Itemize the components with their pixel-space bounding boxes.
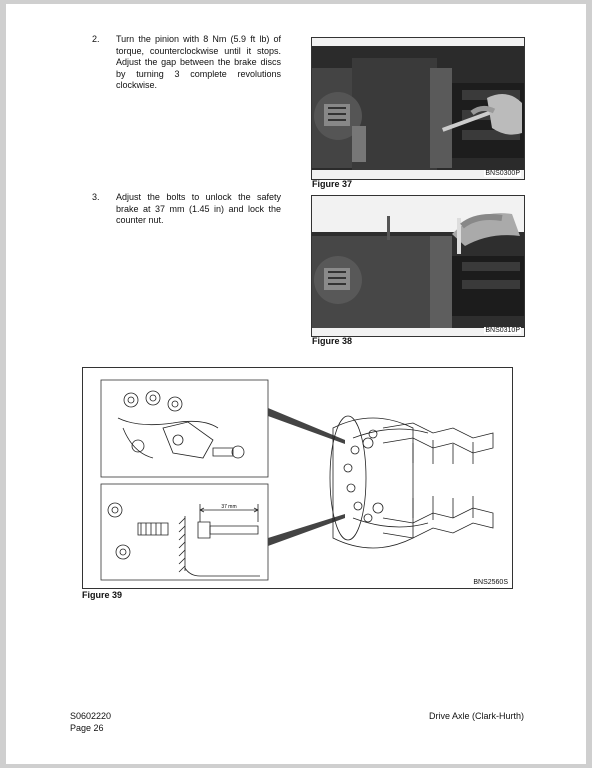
step-text: Turn the pinion with 8 Nm (5.9 ft lb) of torque, counterclockwise until it stops. Adjust the gap between the brake discs by turning 3 complete revolutions clockwise.	[116, 34, 281, 90]
brake-adjustment-diagram	[83, 368, 512, 588]
manual-page	[6, 4, 586, 764]
document-number: S0602220	[70, 711, 112, 721]
footer-left	[70, 710, 111, 734]
step-number: 3.	[92, 192, 100, 202]
dimension-label: 37 mm	[221, 504, 237, 510]
step-text: Adjust the bolts to unlock the safety brake at 37 mm (1.45 in) and lock the counter nut.	[116, 192, 281, 225]
axle-photo-illustration	[312, 196, 524, 336]
figure-37-caption: Figure 37	[312, 179, 353, 189]
figure-38-photo	[311, 195, 525, 337]
page-number: Page 26	[70, 723, 104, 733]
footer-title: Drive Axle (Clark-Hurth)	[428, 711, 524, 721]
figure-code: BNS0300P	[485, 170, 520, 177]
figure-39-drawing	[82, 367, 513, 589]
axle-photo-illustration	[312, 38, 524, 179]
step-number: 2.	[92, 34, 100, 44]
figure-37-photo	[311, 37, 525, 180]
figure-code: BNS2560S	[473, 579, 508, 586]
figure-39-caption: Figure 39	[82, 590, 123, 600]
figure-code: BNS0310P	[485, 327, 520, 334]
figure-38-caption: Figure 38	[312, 336, 353, 346]
